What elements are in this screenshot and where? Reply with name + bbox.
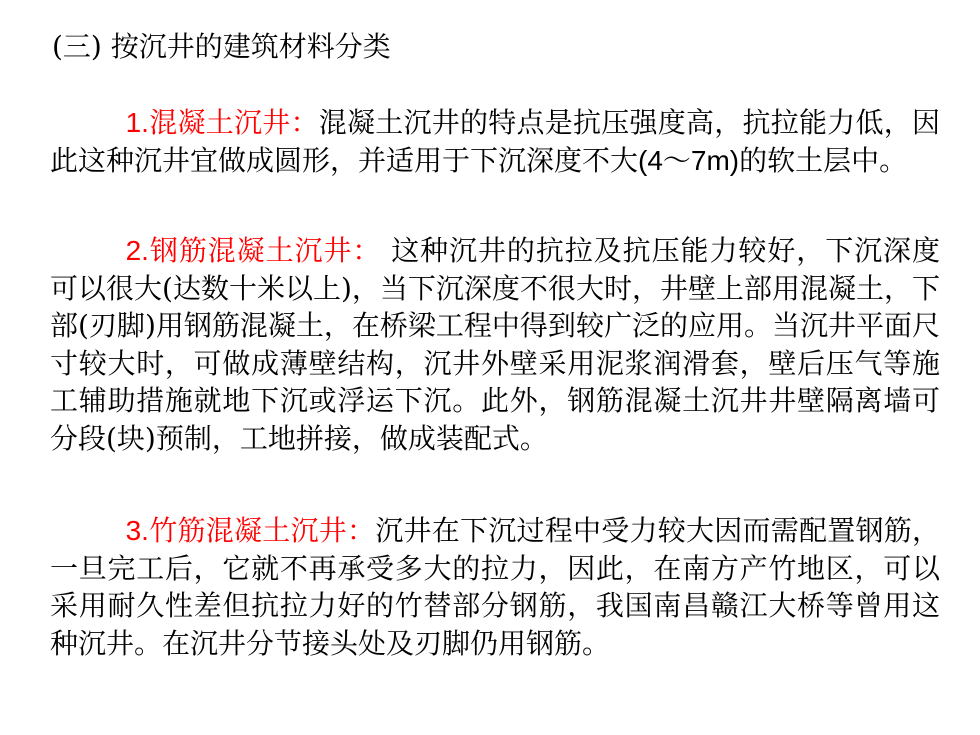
section-title xyxy=(126,514,376,547)
section-number: 2. xyxy=(125,235,149,266)
section-title xyxy=(126,234,382,267)
section-concrete-caisson xyxy=(50,104,940,179)
section-heading xyxy=(52,30,391,64)
section-number: 3. xyxy=(125,515,149,546)
section-body: 沉井在下沉过程中受力较大因而需配置钢筋，一旦完工后，它就不再承受多大的拉力，因此，在南方产竹地区，可以采用耐久性差但抗拉力好的竹替部分钢筋，我国南昌赣江大桥等曾用这种沉井。在沉井分节接头处及刃脚仍用钢筋。 xyxy=(50,514,940,660)
section-number: 1. xyxy=(125,107,149,138)
heading-text: (三) 按沉井的建筑材料分类 xyxy=(52,30,391,63)
section-body: 混凝土沉井的特点是抗压强度高，抗拉能力低，因此这种沉井宜做成圆形，并适用于下沉深度不大 xyxy=(50,106,940,177)
section-title xyxy=(126,106,319,139)
section-body-depth: (4～7m) xyxy=(638,144,740,176)
section-reinforced-concrete-caisson xyxy=(50,232,940,457)
section-bamboo-concrete-caisson xyxy=(50,512,940,662)
section-body-end: 的软土层中。 xyxy=(739,143,908,177)
section-title-text: 竹筋混凝土沉井： xyxy=(148,514,376,547)
section-body: 这种沉井的抗拉及抗压能力较好，下沉深度可以很大(达数十米以上)，当下沉深度不很大时，井壁上部用混凝土，下部(刃脚)用钢筋混凝土，在桥梁工程中得到较广泛的应用。当沉井平面尺寸较大时，可做成薄壁结构，沉井外壁采用泥浆润滑套，壁后压气等施工辅助措施就地下沉或浮运下沉。此外，钢筋混凝土沉井井壁隔离墙可分段(块)预制，工地拼接，做成装配式。 xyxy=(50,234,940,455)
section-title-text: 混凝土沉井： xyxy=(148,106,319,139)
section-title-text: 钢筋混凝土沉井： xyxy=(148,234,382,267)
